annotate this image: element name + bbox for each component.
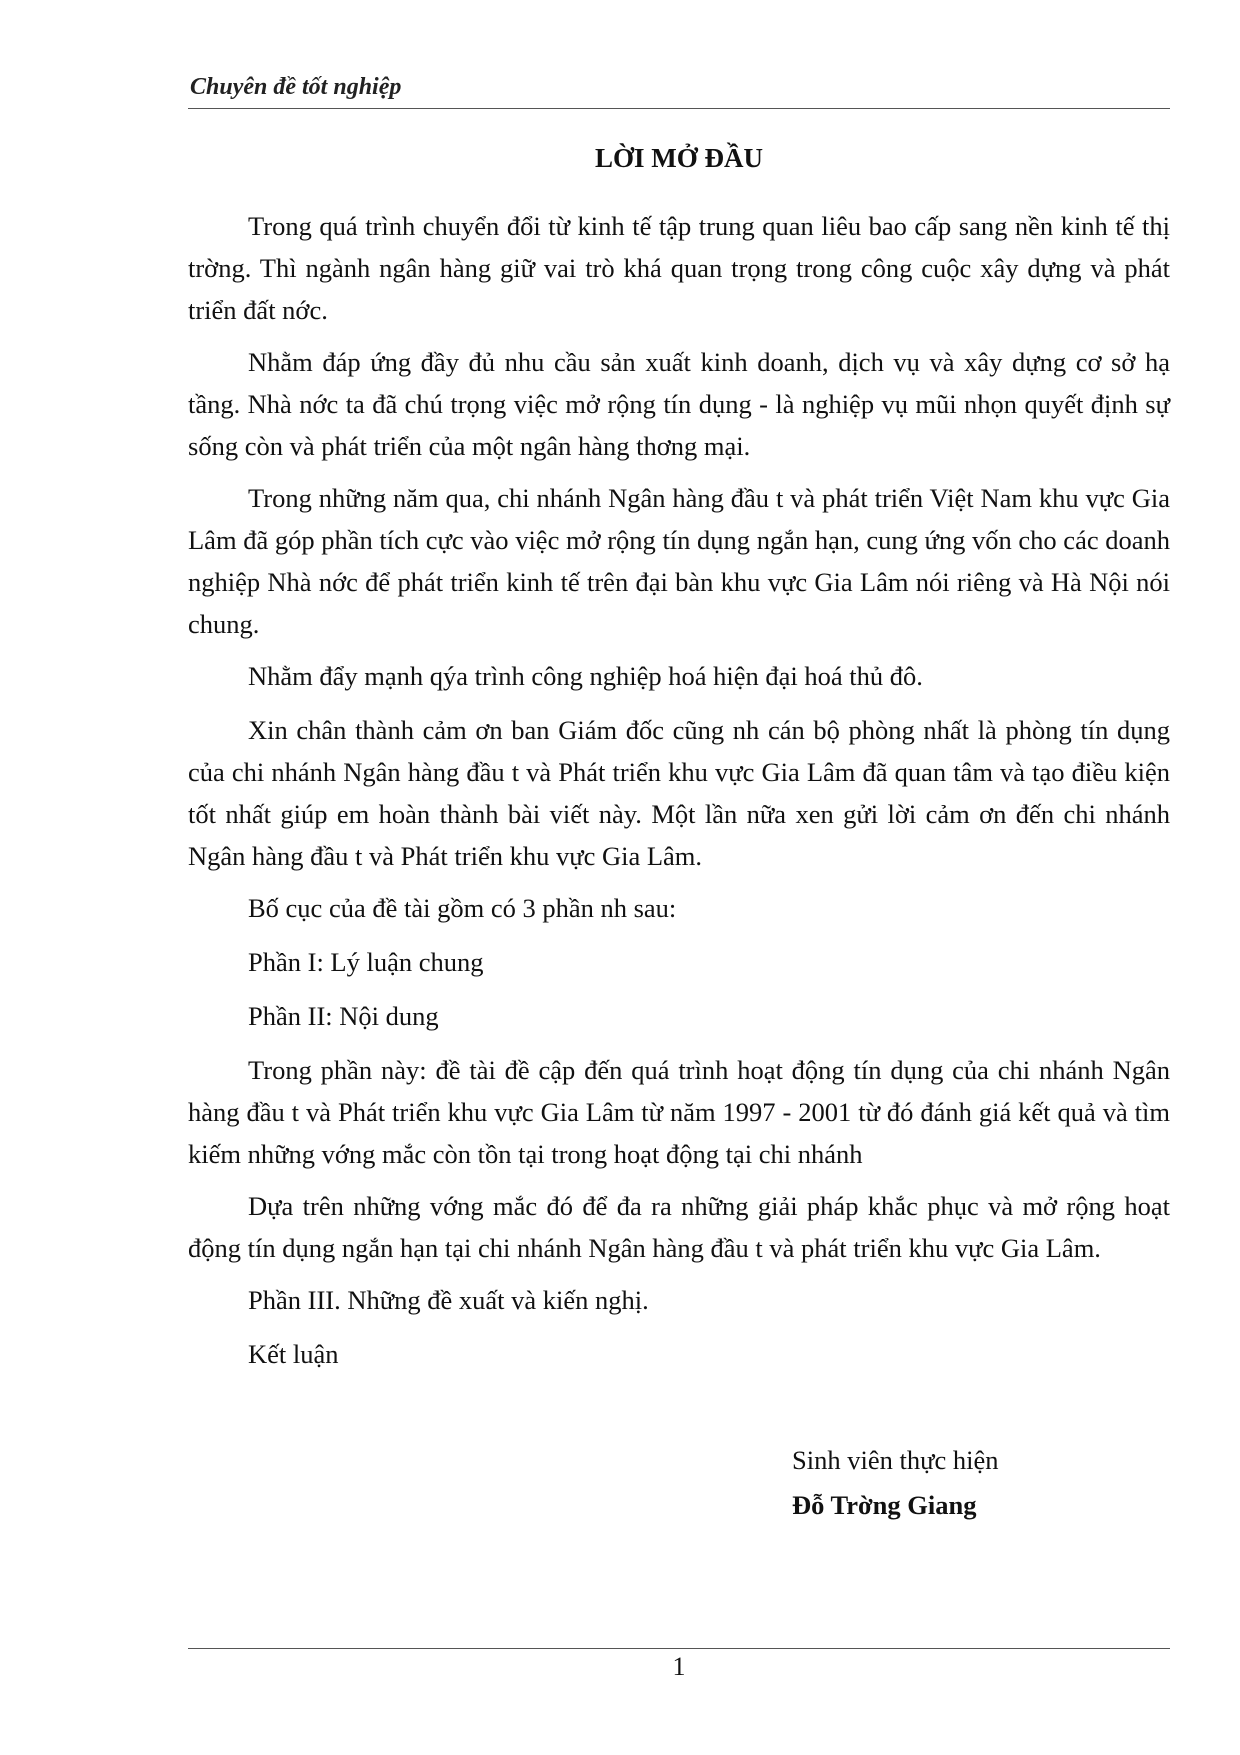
signature-block	[792, 1445, 998, 1521]
paragraph-part-1: Phần I: Lý luận chung	[248, 947, 484, 977]
footer-divider	[188, 1648, 1170, 1649]
paragraph-conclusion: Kết luận	[248, 1339, 339, 1369]
paragraph-structure: Bố cục của đề tài gồm có 3 phần nh sau:	[248, 893, 677, 923]
paragraph-branch-role: Trong những năm qua, chi nhánh Ngân hàng đầu t và phát triển Việt Nam khu vực Gia Lâm đã góp phần tích cực vào việc mở rộng tín dụng ngắn hạn, cung ứng vốn cho các doanh nghiệp Nhà nớc để phát triển kinh tế trên đại bàn khu vực Gia Lâm nói riêng và Hà Nội nói chung.	[188, 483, 1170, 639]
paragraph-part-2: Phần II: Nội dung	[248, 1001, 439, 1031]
paragraph-acknowledgement: Xin chân thành cảm ơn ban Giám đốc cũng nh cán bộ phòng nhất là phòng tín dụng của chi nhánh Ngân hàng đầu t và Phát triển khu vực Gia Lâm đã quan tâm và tạo điều kiện tốt nhất giúp em hoàn thành bài viết này. Một lần nữa xen gửi lời cảm ơn đến chi nhánh Ngân hàng đầu t và Phát triển khu vực Gia Lâm.	[188, 715, 1170, 871]
document-body	[188, 205, 1170, 1387]
paragraph-credit-expansion: Nhằm đáp ứng đầy đủ nhu cầu sản xuất kinh doanh, dịch vụ và xây dựng cơ sở hạ tầng. Nhà nớc ta đã chú trọng việc mở rộng tín dụng - là nghiệp vụ mũi nhọn quyết định sự sống còn và phát triển của một ngân hàng thơng mại.	[188, 347, 1170, 461]
paragraph-solutions: Dựa trên những vớng mắc đó để đa ra những giải pháp khắc phục và mở rộng hoạt động tín dụng ngắn hạn tại chi nhánh Ngân hàng đầu t và phát triển khu vực Gia Lâm.	[188, 1191, 1170, 1263]
signature-role: Sinh viên thực hiện	[792, 1445, 999, 1475]
paragraph-part-3: Phần III. Những đề xuất và kiến nghị.	[248, 1285, 649, 1315]
page-number: 1	[672, 1652, 686, 1681]
paragraph-industrialization: Nhằm đẩy mạnh qýa trình công nghiệp hoá hiện đại hoá thủ đô.	[248, 661, 923, 691]
header-title: Chuyên đề tốt nghiệp	[190, 74, 402, 100]
header-divider	[188, 108, 1170, 109]
signature-name: Đỗ Trờng Giang	[792, 1490, 977, 1520]
page-title: LỜI MỞ ĐẦU	[595, 143, 763, 173]
paragraph-intro: Trong quá trình chuyển đổi từ kinh tế tập trung quan liêu bao cấp sang nền kinh tế thị trờng. Thì ngành ngân hàng giữ vai trò khá quan trọng trong công cuộc xây dựng và phát triển đất nớc.	[188, 211, 1170, 325]
paragraph-part-2-detail: Trong phần này: đề tài đề cập đến quá trình hoạt động tín dụng của chi nhánh Ngân hàng đầu t và Phát triển khu vực Gia Lâm từ năm 1997 - 2001 từ đó đánh giá kết quả và tìm kiếm những vớng mắc còn tồn tại trong hoạt động tại chi nhánh	[188, 1055, 1170, 1169]
